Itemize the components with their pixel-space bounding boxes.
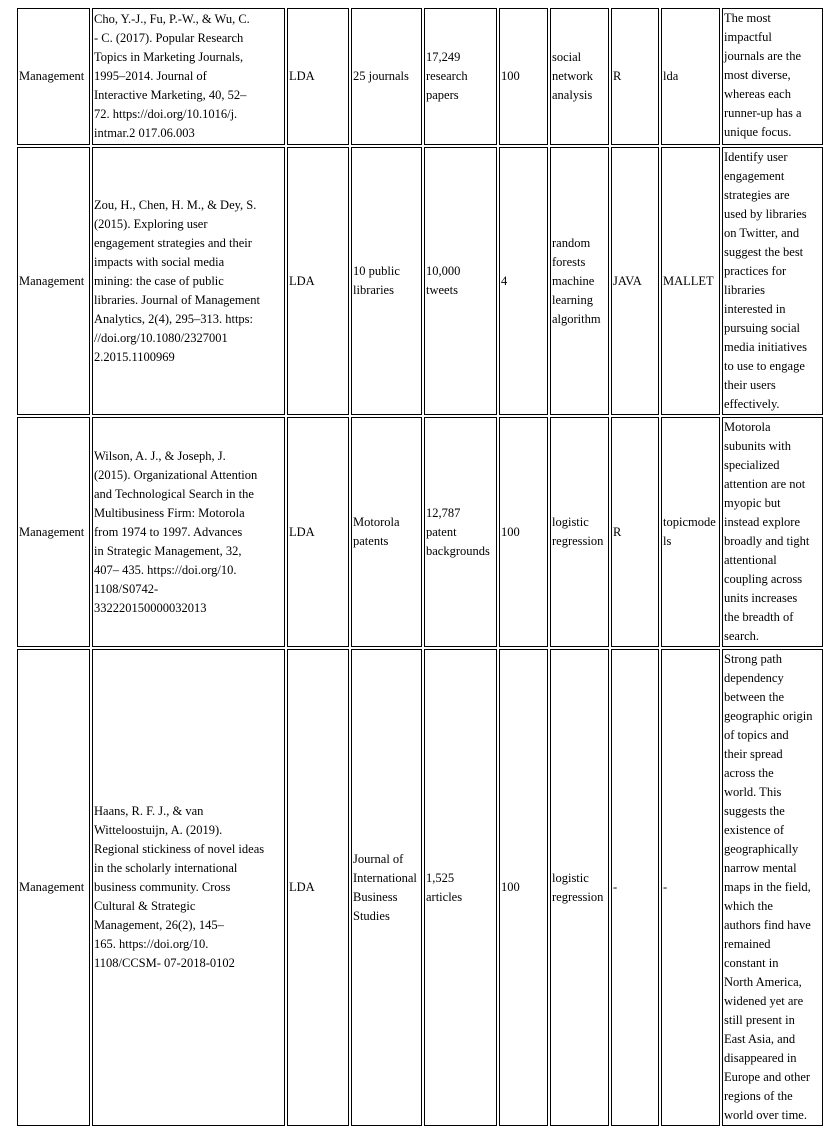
library-cell [661,8,720,145]
cell-line: backgrounds [426,543,490,558]
analysis-cell [550,417,609,647]
cell-line: widened yet are [724,994,804,1008]
cell-line: algorithm [552,311,601,326]
cell-line: (2015). Exploring user [94,216,208,231]
topics-cell: 4 [499,147,548,415]
cell-line: 165. https://doi.org/10. [94,937,209,951]
cell-line: 1,525 [426,870,455,885]
findings-cell [722,147,823,415]
cell-line: to use to engage [724,359,805,373]
cell-line: regions of the [724,1089,793,1103]
cell-line: Identify user [724,150,788,164]
cell-line: 1995–2014. Journal of [94,69,207,83]
cell-line: journals are the [724,49,802,63]
method-cell: LDA [287,8,349,145]
cell-line: 17,249 [426,50,461,64]
cell-line: 10 public [353,264,400,278]
cell-line: social [552,50,582,64]
cell-line: world. This [724,785,782,799]
cell-line: 10,000 [426,264,461,278]
cell-line: engagement [724,169,785,183]
cell-line: forests [552,254,586,269]
language-cell: JAVA [611,147,659,415]
topics-cell: 100 [499,417,548,647]
cell-line: coupling across [724,572,803,586]
cell-line: patents [353,534,389,548]
cell-line: Cultural & Strategic [94,899,196,913]
cell-line: Cho, Y.-J., Fu, P.-W., & Wu, C. [94,12,250,26]
cell-line: across the [724,766,774,780]
cell-line: Haans, R. F. J., & van [94,804,204,818]
cell-line: Regional stickiness of novel ideas [94,842,265,856]
cell-line: 12,787 [426,505,461,520]
cell-line: suggest the best [724,245,804,259]
analysis-cell [550,649,609,1126]
cell-line: analysis [552,88,593,102]
library-cell [661,649,720,1126]
cell-line: in the scholarly international [94,861,238,875]
method-cell: LDA [287,649,349,1126]
cell-line: //doi.org/10.1080/2327001 [94,330,228,345]
field-cell: Management [17,147,90,415]
cell-line: constant in [724,956,779,970]
findings-cell [722,8,823,145]
cell-line: of topics and [724,728,789,742]
cell-line: search. [724,629,760,643]
citation-cell [92,649,285,1126]
field-cell: Management [17,8,90,145]
cell-line: Interactive Marketing, 40, 52– [94,88,247,102]
cell-line: 1108/S0742- [94,581,159,596]
cell-line: libraries [353,283,394,297]
language-cell: R [611,417,659,647]
cell-line: papers [426,88,459,102]
cell-line: Strong path [724,652,782,666]
cell-line: Journal of [353,851,404,866]
cell-line: Motorola [353,515,400,529]
cell-line: - [663,880,668,894]
cell-line: ls [663,534,672,548]
cell-line: MALLET [663,273,714,288]
cell-line: the breadth of [724,610,794,624]
cell-line: units increases [724,591,798,605]
cell-line: still present in [724,1013,795,1027]
cell-line: libraries. Journal of Management [94,292,260,307]
cell-line: tweets [426,283,458,297]
cell-line: articles [426,889,463,904]
cell-line: random [552,235,591,250]
cell-line: remained [724,937,771,951]
cell-line: strategies are [724,188,790,202]
cell-line: impacts with social media [94,254,225,269]
cell-line: effectively. [724,397,780,411]
cell-line: pursuing social [724,321,801,335]
topics-cell: 100 [499,8,548,145]
library-cell [661,147,720,415]
cell-line: topicmode [663,515,716,529]
cell-line: between the [724,690,785,704]
data-size-cell [424,8,497,145]
cell-line: suggests the [724,804,785,818]
cell-line: network [552,69,593,83]
source-cell [351,417,422,647]
cell-line: Multibusiness Firm: Motorola [94,505,245,520]
cell-line: mining: the case of public [94,273,224,288]
cell-line: their users [724,378,776,392]
cell-line: interested in [724,302,786,316]
cell-line: Wilson, A. J., & Joseph, J. [94,448,226,463]
cell-line: narrow mental [724,861,797,875]
cell-line: used by libraries [724,207,807,221]
source-cell [351,8,422,145]
cell-line: regression [552,534,604,548]
table-row [17,417,823,647]
cell-line: East Asia, and [724,1032,796,1046]
cell-line: practices for [724,264,787,278]
cell-line: authors find have [724,918,811,932]
cell-line: in Strategic Management, 32, [94,543,242,558]
cell-line: world over time. [724,1108,807,1122]
cell-line: intmar.2 017.06.003 [94,126,195,140]
cell-line: maps in the field, [724,880,811,894]
cell-line: unique focus. [724,125,792,139]
cell-line: Zou, H., Chen, H. M., & Dey, S. [94,197,257,212]
cell-line: libraries [724,283,765,297]
field-cell: Management [17,417,90,647]
cell-line: which the [724,899,773,913]
findings-cell [722,417,823,647]
cell-line: broadly and tight [724,534,810,548]
cell-line: their spread [724,747,783,761]
literature-table [15,6,825,1128]
cell-line: Motorola [724,420,771,434]
cell-line: runner-up has a [724,106,802,120]
cell-line: business community. Cross [94,880,231,894]
language-cell: R [611,8,659,145]
source-cell [351,649,422,1126]
cell-line: Europe and other [724,1070,811,1084]
cell-line: lda [663,69,679,83]
citation-cell [92,147,285,415]
cell-line: learning [552,292,593,307]
cell-line: myopic but [724,496,781,510]
method-cell: LDA [287,147,349,415]
cell-line: Witteloostuijn, A. (2019). [94,823,223,837]
cell-line: Analytics, 2(4), 295–313. https: [94,311,254,326]
cell-line: impactful [724,30,772,44]
table-row [17,8,823,145]
cell-line: The most [724,11,771,25]
cell-line: instead explore [724,515,801,529]
citation-cell [92,8,285,145]
cell-line: existence of [724,823,785,837]
cell-line: 332220150000032013 [94,600,207,615]
cell-line: regression [552,889,604,904]
cell-line: disappeared in [724,1051,797,1065]
cell-line: logistic [552,870,589,885]
field-cell: Management [17,649,90,1126]
cell-line: subunits with [724,439,792,453]
topics-cell: 100 [499,649,548,1126]
data-size-cell [424,147,497,415]
cell-line: Studies [353,908,390,923]
data-size-cell [424,649,497,1126]
library-cell [661,417,720,647]
cell-line: attentional [724,553,777,567]
cell-line: Management, 26(2), 145– [94,918,224,932]
cell-line: 25 journals [353,69,409,83]
table-row [17,147,823,415]
cell-line: from 1974 to 1997. Advances [94,524,243,539]
cell-line: patent [426,524,457,539]
cell-line: whereas each [724,87,791,101]
data-size-cell [424,417,497,647]
findings-cell [722,649,823,1126]
cell-line: specialized [724,458,780,472]
cell-line: Business [353,889,398,904]
table-row [17,649,823,1126]
citation-cell [92,417,285,647]
cell-line: (2015). Organizational Attention [94,467,258,482]
cell-line: dependency [724,671,784,685]
cell-line: most diverse, [724,68,791,82]
source-cell [351,147,422,415]
cell-line: media initiatives [724,340,807,354]
cell-line: and Technological Search in the [94,486,254,501]
cell-line: 407– 435. https://doi.org/10. [94,562,237,577]
cell-line: 1108/CCSM- 07-2018-0102 [94,956,235,970]
cell-line: research [426,69,468,83]
cell-line: North America, [724,975,802,989]
cell-line: geographically [724,842,799,856]
cell-line: Topics in Marketing Journals, [94,50,244,64]
cell-line: - C. (2017). Popular Research [94,31,244,45]
cell-line: attention are not [724,477,806,491]
method-cell: LDA [287,417,349,647]
cell-line: machine [552,273,595,288]
cell-line: International [353,870,417,885]
cell-line: on Twitter, and [724,226,800,240]
cell-line: geographic origin [724,709,813,723]
language-cell: - [611,649,659,1126]
cell-line: engagement strategies and their [94,235,252,250]
analysis-cell [550,8,609,145]
cell-line: 2.2015.1100969 [94,349,175,364]
cell-line: 72. https://doi.org/10.1016/j. [94,107,238,121]
analysis-cell [550,147,609,415]
cell-line: logistic [552,515,589,529]
